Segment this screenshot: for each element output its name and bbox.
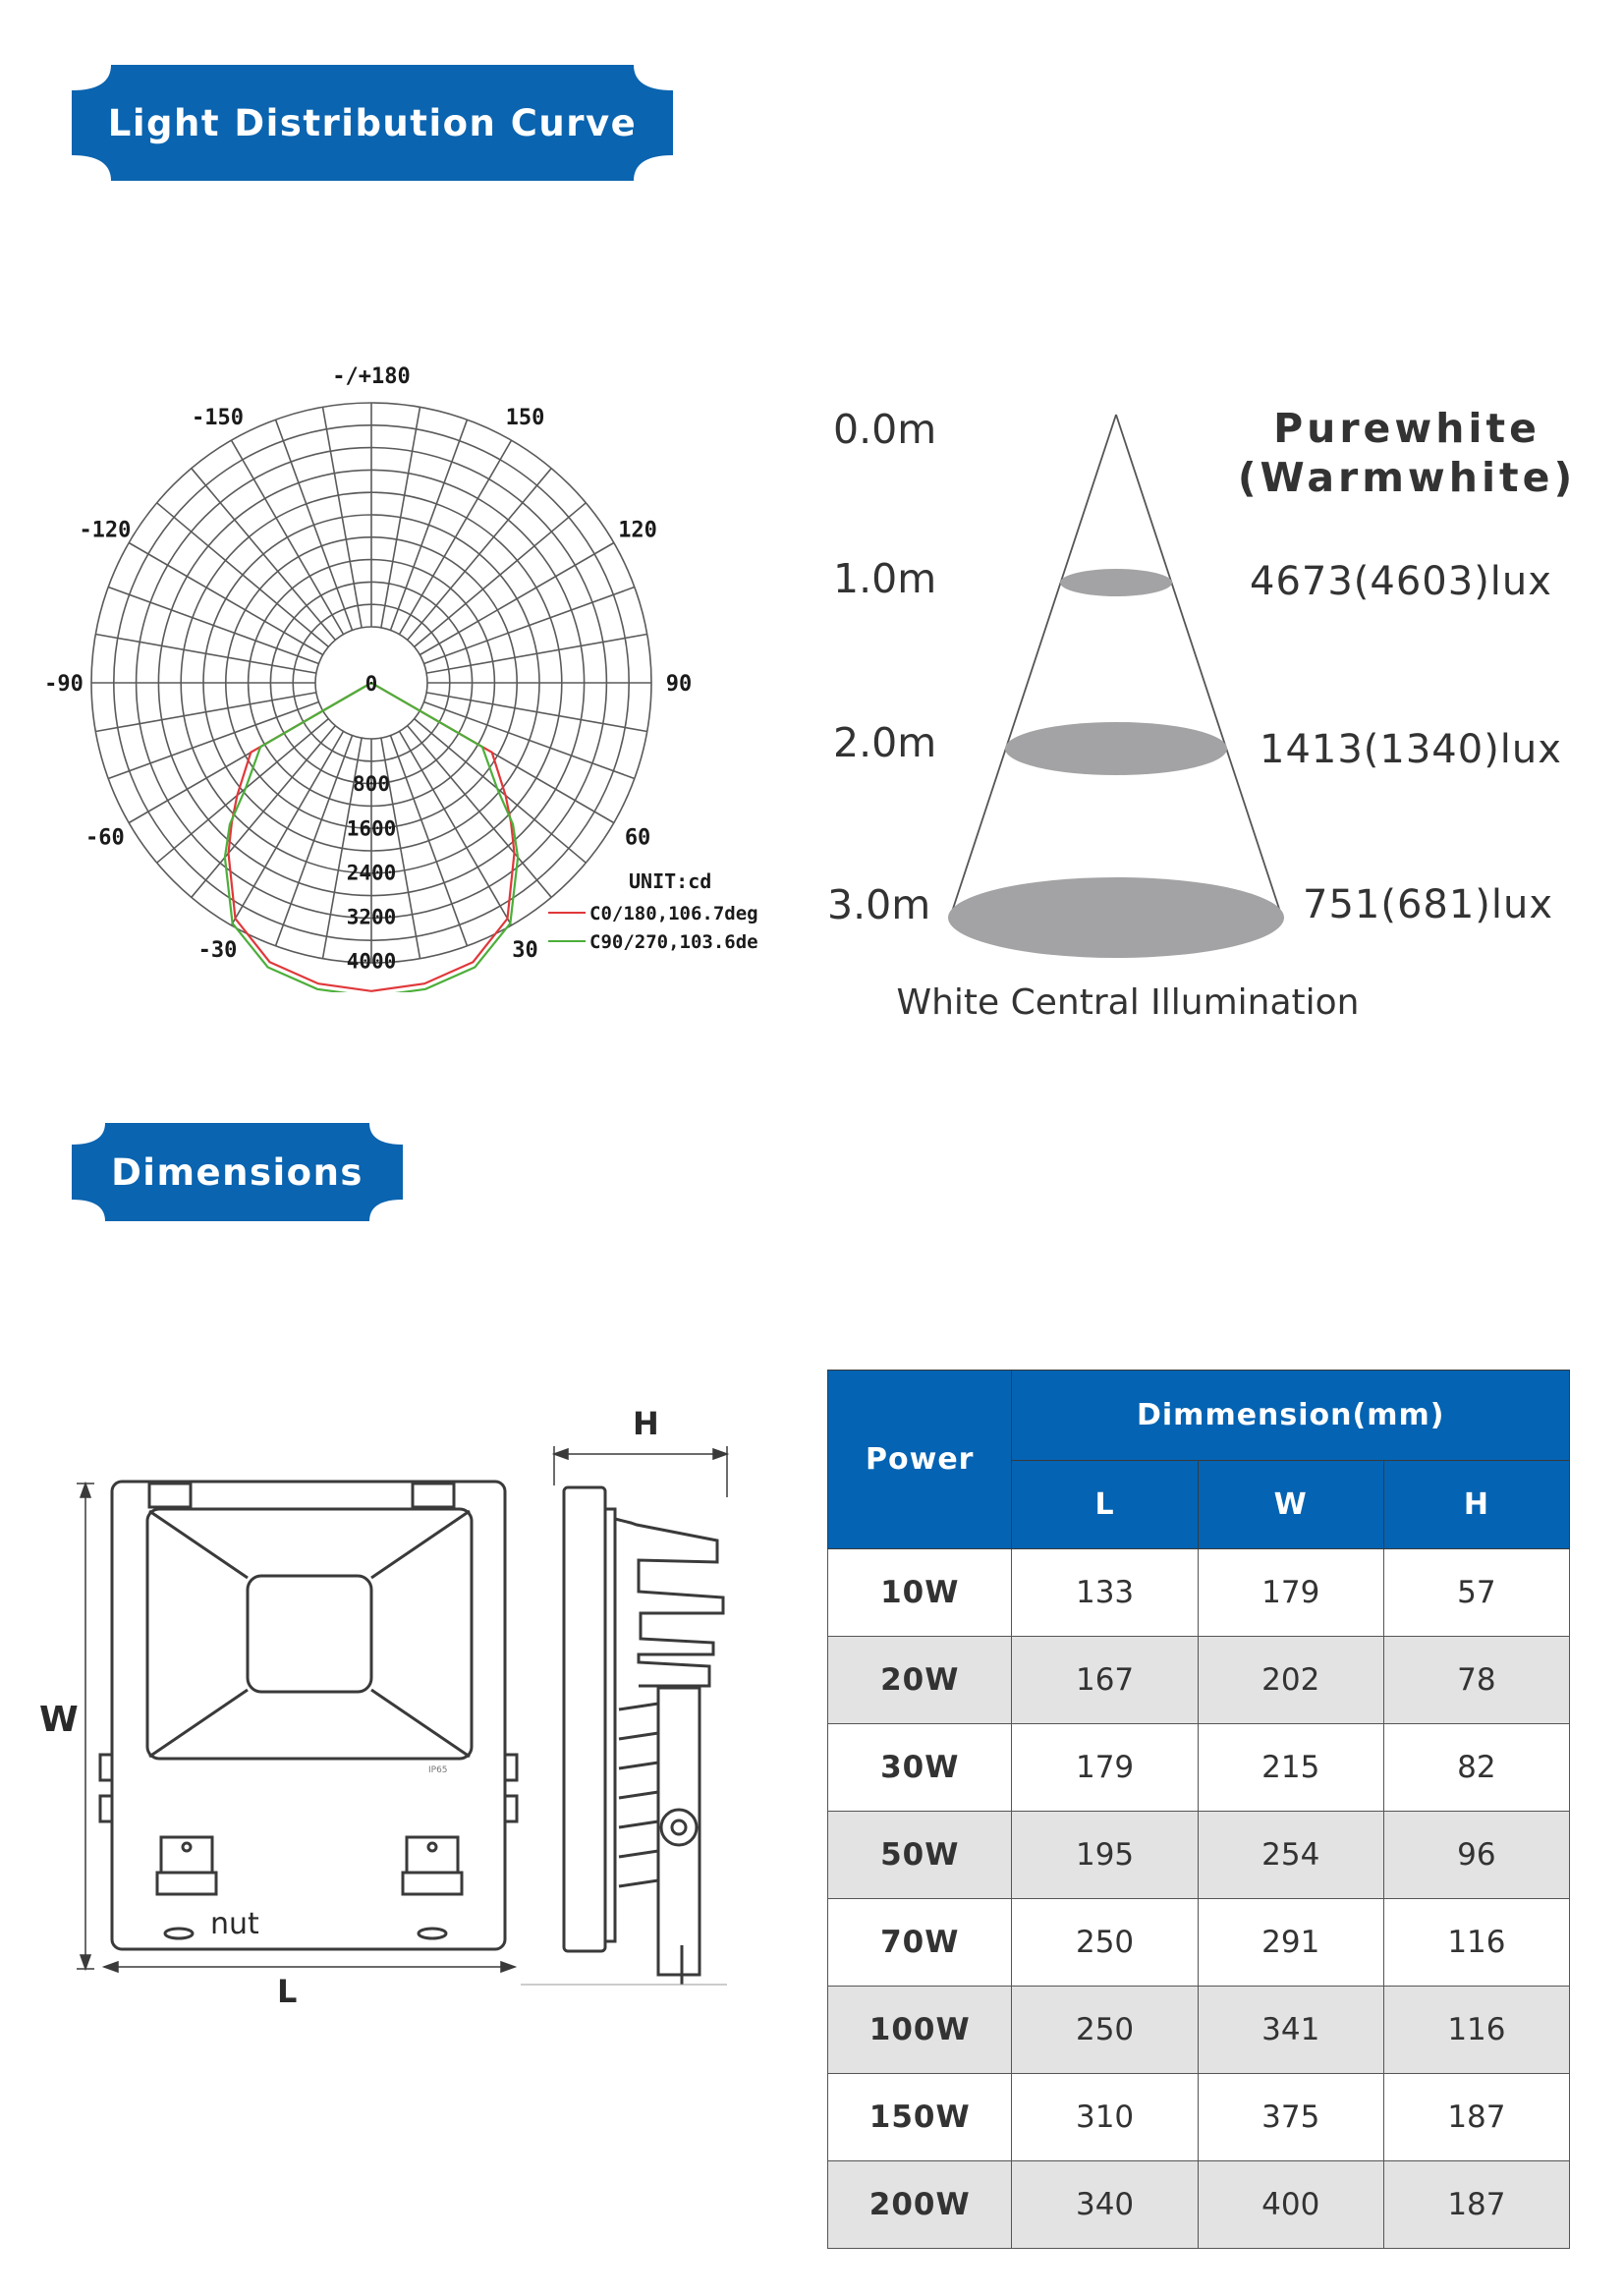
table-row [828,2161,1570,2249]
polar-spoke [108,701,318,778]
legend-label: C90/270,103.6de [589,931,758,953]
polar-spoke [276,736,353,946]
table-row [828,2074,1570,2161]
width-cell: 400 [1198,2161,1383,2249]
width-cell: 254 [1198,1812,1383,1899]
polar-spoke [192,469,336,641]
width-cell: 375 [1198,2074,1383,2161]
angle-label: -120 [79,518,132,543]
dimensions-table [827,1370,1570,2249]
header-dimension: Dimmension(mm) [1012,1371,1570,1461]
height-label: 1.0m [833,555,937,602]
polar-spoke [424,701,635,778]
nut-label: nut [210,1907,259,1941]
table-row [828,1549,1570,1637]
lux-value: 1413(1340)lux [1260,727,1562,772]
polar-labels [44,364,692,974]
power-cell: 70W [828,1899,1012,1987]
length-cell: 250 [1012,1899,1198,1987]
length-cell: 250 [1012,1987,1198,2074]
length-cell: 340 [1012,2161,1198,2249]
length-cell: 133 [1012,1549,1198,1637]
illumination-ellipse-2m [1005,722,1227,775]
polar-spoke [157,503,329,647]
angle-label: 120 [618,518,657,543]
dimension-label-l: L [277,1973,298,2010]
side-view [521,1487,727,1985]
angle-label: 150 [505,405,545,430]
light-distribution-polar-chart [29,364,815,992]
polar-spoke [95,635,316,674]
table-row [828,1987,1570,2074]
radial-label: 3200 [346,905,397,929]
height-cell: 96 [1383,1812,1569,1899]
radial-label: 4000 [346,949,397,974]
table-row [828,1899,1570,1987]
polar-spoke [390,420,467,630]
section-banner-light-distribution [72,65,673,181]
power-cell: 20W [828,1637,1012,1724]
radial-label: 1600 [346,816,397,841]
polar-legend [548,869,758,953]
ip-rating-label: IP65 [428,1765,448,1775]
lux-header-line1: Purewhite [1273,405,1540,452]
table-row [828,1812,1570,1899]
radial-label: 0 [364,672,378,696]
polar-spoke [408,469,552,641]
angle-label: 30 [512,938,538,964]
power-cell: 100W [828,1987,1012,2074]
polar-spoke [415,719,587,864]
header-col-h: H [1383,1461,1569,1549]
legend-label: C0/180,106.7deg [589,903,758,924]
front-view [100,1482,517,1949]
illumination-ellipse-3m [948,877,1284,958]
header-col-w: W [1198,1461,1383,1549]
angle-label: -30 [197,938,238,964]
polar-spoke [426,635,647,674]
height-cell: 187 [1383,2074,1569,2161]
section-banner-dimensions [72,1123,403,1221]
dimension-label-w: W [39,1700,79,1740]
width-cell: 202 [1198,1637,1383,1724]
polar-spoke [276,420,353,630]
illumination-ellipse-1m [1060,569,1172,596]
cone-caption: White Central Illumination [896,982,1360,1023]
polar-spoke [95,693,316,732]
angle-label: 60 [624,825,651,851]
power-cell: 200W [828,2161,1012,2249]
width-cell: 341 [1198,1987,1383,2074]
height-label: 2.0m [833,719,937,766]
height-cell: 116 [1383,1899,1569,1987]
height-label: 3.0m [827,881,931,928]
length-cell: 195 [1012,1812,1198,1899]
height-cell: 57 [1383,1549,1569,1637]
table-row [828,1724,1570,1812]
width-cell: 215 [1198,1724,1383,1812]
unit-label: UNIT:cd [629,869,712,893]
polar-spoke [424,588,635,664]
angle-label: -90 [44,672,84,697]
height-cell: 116 [1383,1987,1569,2074]
power-cell: 30W [828,1724,1012,1812]
height-cell: 82 [1383,1724,1569,1812]
power-cell: 150W [828,2074,1012,2161]
polar-spoke [108,588,318,664]
height-cell: 187 [1383,2161,1569,2249]
polar-spoke [426,693,647,732]
angle-label: 90 [665,672,693,697]
dimension-label-h: H [633,1405,659,1442]
section-title: Light Distribution Curve [107,101,638,144]
polar-spoke [157,719,329,864]
illumination-cone-diagram [815,393,1601,1041]
length-dimension-line [104,1962,515,1972]
height-dimension-line [554,1446,727,1497]
width-dimension-line [77,1484,94,1969]
polar-spoke [381,407,420,628]
header-power: Power [828,1371,1012,1549]
power-cell: 10W [828,1549,1012,1637]
angle-label: -60 [85,825,125,851]
polar-spoke [323,407,363,628]
width-cell: 291 [1198,1899,1383,1987]
height-label: 0.0m [833,406,937,453]
section-title: Dimensions [111,1150,364,1194]
radial-label: 2400 [346,861,397,885]
angle-label: -150 [192,405,244,430]
height-cell: 78 [1383,1637,1569,1724]
polar-spoke [192,726,336,898]
width-cell: 179 [1198,1549,1383,1637]
radial-label: 800 [353,772,390,797]
header-col-l: L [1012,1461,1198,1549]
polar-spoke [408,726,552,898]
lux-value: 751(681)lux [1303,882,1554,927]
lux-header-line2: (Warmwhite) [1237,454,1577,501]
length-cell: 310 [1012,2074,1198,2161]
floodlight-technical-drawing [29,1395,756,2024]
polar-spoke [415,503,587,647]
table-row [828,1637,1570,1724]
lux-value: 4673(4603)lux [1250,559,1552,604]
length-cell: 179 [1012,1724,1198,1812]
polar-spoke [390,736,467,946]
angle-label: -/+180 [332,364,411,389]
power-cell: 50W [828,1812,1012,1899]
length-cell: 167 [1012,1637,1198,1724]
